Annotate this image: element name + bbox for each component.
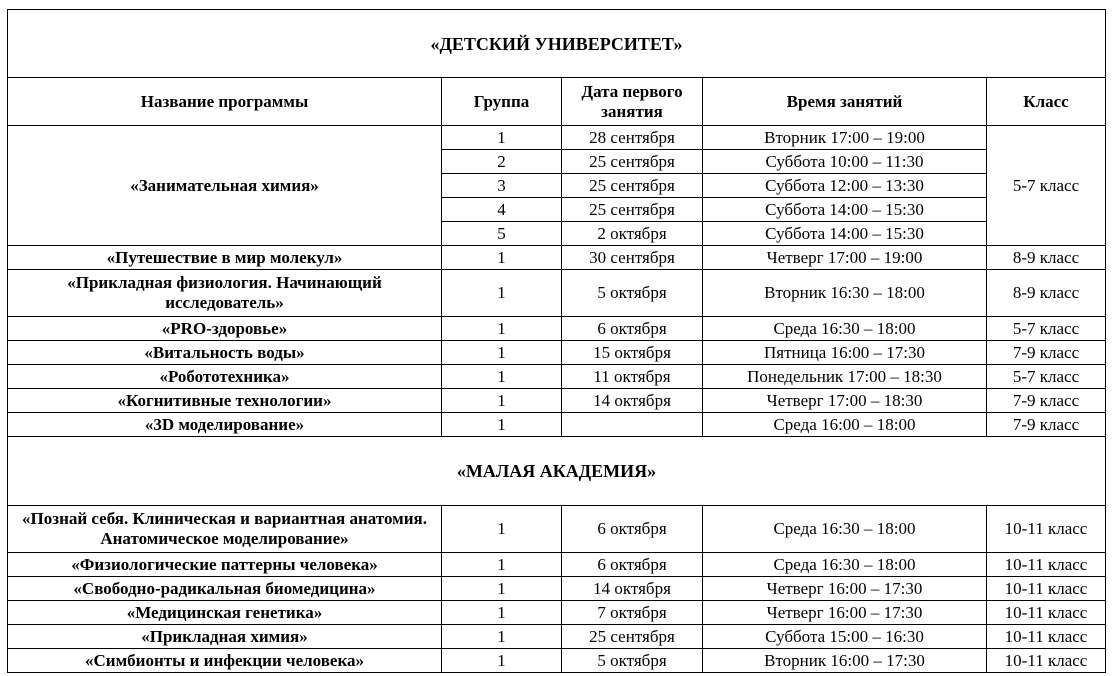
class-cell: 10-11 класс bbox=[987, 601, 1106, 625]
table-row bbox=[8, 506, 1106, 553]
time-cell: Суббота 14:00 – 15:30 bbox=[703, 222, 987, 246]
table-row bbox=[8, 317, 1106, 341]
date-cell: 25 сентября bbox=[562, 198, 703, 222]
program-name: «Прикладная физиология. Начинающий исследователь» bbox=[8, 270, 442, 317]
group-cell: 1 bbox=[442, 601, 562, 625]
date-cell: 6 октября bbox=[562, 506, 703, 553]
time-cell: Четверг 17:00 – 18:30 bbox=[703, 389, 987, 413]
header-class: Класс bbox=[987, 78, 1106, 126]
date-cell: 11 октября bbox=[562, 365, 703, 389]
program-name: «Прикладная химия» bbox=[8, 625, 442, 649]
table-row bbox=[8, 553, 1106, 577]
program-name: «3D моделирование» bbox=[8, 413, 442, 437]
group-cell: 1 bbox=[442, 413, 562, 437]
section-title-row bbox=[8, 10, 1106, 78]
table-row bbox=[8, 625, 1106, 649]
group-cell: 1 bbox=[442, 389, 562, 413]
schedule-document bbox=[7, 9, 1106, 673]
group-cell: 1 bbox=[442, 246, 562, 270]
table-row bbox=[8, 365, 1106, 389]
program-name: «Познай себя. Клиническая и вариантная анатомия. Анатомическое моделирование» bbox=[8, 506, 442, 553]
program-name: «PRO-здоровье» bbox=[8, 317, 442, 341]
class-cell: 5-7 класс bbox=[987, 317, 1106, 341]
group-cell: 3 bbox=[442, 174, 562, 198]
time-cell: Среда 16:30 – 18:00 bbox=[703, 317, 987, 341]
section-title-small-academy: «МАЛАЯ АКАДЕМИЯ» bbox=[8, 437, 1106, 506]
date-cell: 5 октября bbox=[562, 649, 703, 673]
group-cell: 5 bbox=[442, 222, 562, 246]
class-cell: 10-11 класс bbox=[987, 553, 1106, 577]
group-cell: 1 bbox=[442, 317, 562, 341]
class-cell: 7-9 класс bbox=[987, 413, 1106, 437]
time-cell: Суббота 12:00 – 13:30 bbox=[703, 174, 987, 198]
program-name: «Занимательная химия» bbox=[8, 126, 442, 246]
class-cell: 8-9 класс bbox=[987, 270, 1106, 317]
program-name: «Путешествие в мир молекул» bbox=[8, 246, 442, 270]
class-cell: 7-9 класс bbox=[987, 389, 1106, 413]
program-name: «Витальность воды» bbox=[8, 341, 442, 365]
time-cell: Вторник 16:30 – 18:00 bbox=[703, 270, 987, 317]
group-cell: 1 bbox=[442, 625, 562, 649]
program-name: «Симбионты и инфекции человека» bbox=[8, 649, 442, 673]
time-cell: Пятница 16:00 – 17:30 bbox=[703, 341, 987, 365]
time-cell: Суббота 15:00 – 16:30 bbox=[703, 625, 987, 649]
table-row bbox=[8, 389, 1106, 413]
date-cell: 5 октября bbox=[562, 270, 703, 317]
group-cell: 4 bbox=[442, 198, 562, 222]
class-cell: 10-11 класс bbox=[987, 625, 1106, 649]
program-name: «Свободно-радикальная биомедицина» bbox=[8, 577, 442, 601]
program-name: «Физиологические паттерны человека» bbox=[8, 553, 442, 577]
table-row bbox=[8, 649, 1106, 673]
table-row bbox=[8, 270, 1106, 317]
time-cell: Среда 16:00 – 18:00 bbox=[703, 413, 987, 437]
class-cell: 8-9 класс bbox=[987, 246, 1106, 270]
class-cell: 5-7 класс bbox=[987, 365, 1106, 389]
date-cell: 6 октября bbox=[562, 317, 703, 341]
group-cell: 1 bbox=[442, 126, 562, 150]
date-cell: 2 октября bbox=[562, 222, 703, 246]
class-cell: 10-11 класс bbox=[987, 577, 1106, 601]
time-cell: Суббота 10:00 – 11:30 bbox=[703, 150, 987, 174]
group-cell: 1 bbox=[442, 341, 562, 365]
date-cell: 25 сентября bbox=[562, 150, 703, 174]
table-row bbox=[8, 601, 1106, 625]
group-cell: 1 bbox=[442, 649, 562, 673]
time-cell: Понедельник 17:00 – 18:30 bbox=[703, 365, 987, 389]
date-cell: 6 октября bbox=[562, 553, 703, 577]
date-cell: 30 сентября bbox=[562, 246, 703, 270]
date-cell: 15 октября bbox=[562, 341, 703, 365]
class-cell: 10-11 класс bbox=[987, 506, 1106, 553]
program-name: «Когнитивные технологии» bbox=[8, 389, 442, 413]
program-name: «Медицинская генетика» bbox=[8, 601, 442, 625]
class-cell: 10-11 класс bbox=[987, 649, 1106, 673]
class-cell: 7-9 класс bbox=[987, 341, 1106, 365]
header-row bbox=[8, 78, 1106, 126]
section-title-row bbox=[8, 437, 1106, 506]
class-cell: 5-7 класс bbox=[987, 126, 1106, 246]
header-program: Название программы bbox=[8, 78, 442, 126]
time-cell: Суббота 14:00 – 15:30 bbox=[703, 198, 987, 222]
group-cell: 1 bbox=[442, 365, 562, 389]
time-cell: Четверг 17:00 – 19:00 bbox=[703, 246, 987, 270]
group-cell: 1 bbox=[442, 270, 562, 317]
schedule-table bbox=[7, 9, 1106, 673]
date-cell: 14 октября bbox=[562, 577, 703, 601]
time-cell: Среда 16:30 – 18:00 bbox=[703, 506, 987, 553]
header-group: Группа bbox=[442, 78, 562, 126]
date-cell: 28 сентября bbox=[562, 126, 703, 150]
header-date: Дата первого занятия bbox=[562, 78, 703, 126]
date-cell: 25 сентября bbox=[562, 174, 703, 198]
table-row bbox=[8, 413, 1106, 437]
time-cell: Четверг 16:00 – 17:30 bbox=[703, 577, 987, 601]
table-row bbox=[8, 577, 1106, 601]
program-name: «Робототехника» bbox=[8, 365, 442, 389]
date-cell: 25 сентября bbox=[562, 625, 703, 649]
group-cell: 1 bbox=[442, 506, 562, 553]
date-cell bbox=[562, 413, 703, 437]
group-cell: 1 bbox=[442, 553, 562, 577]
time-cell: Вторник 16:00 – 17:30 bbox=[703, 649, 987, 673]
date-cell: 7 октября bbox=[562, 601, 703, 625]
table-row bbox=[8, 126, 1106, 150]
time-cell: Вторник 17:00 – 19:00 bbox=[703, 126, 987, 150]
time-cell: Четверг 16:00 – 17:30 bbox=[703, 601, 987, 625]
time-cell: Среда 16:30 – 18:00 bbox=[703, 553, 987, 577]
group-cell: 2 bbox=[442, 150, 562, 174]
section-title-children-university: «ДЕТСКИЙ УНИВЕРСИТЕТ» bbox=[8, 10, 1106, 78]
date-cell: 14 октября bbox=[562, 389, 703, 413]
table-row bbox=[8, 246, 1106, 270]
table-row bbox=[8, 341, 1106, 365]
header-time: Время занятий bbox=[703, 78, 987, 126]
group-cell: 1 bbox=[442, 577, 562, 601]
